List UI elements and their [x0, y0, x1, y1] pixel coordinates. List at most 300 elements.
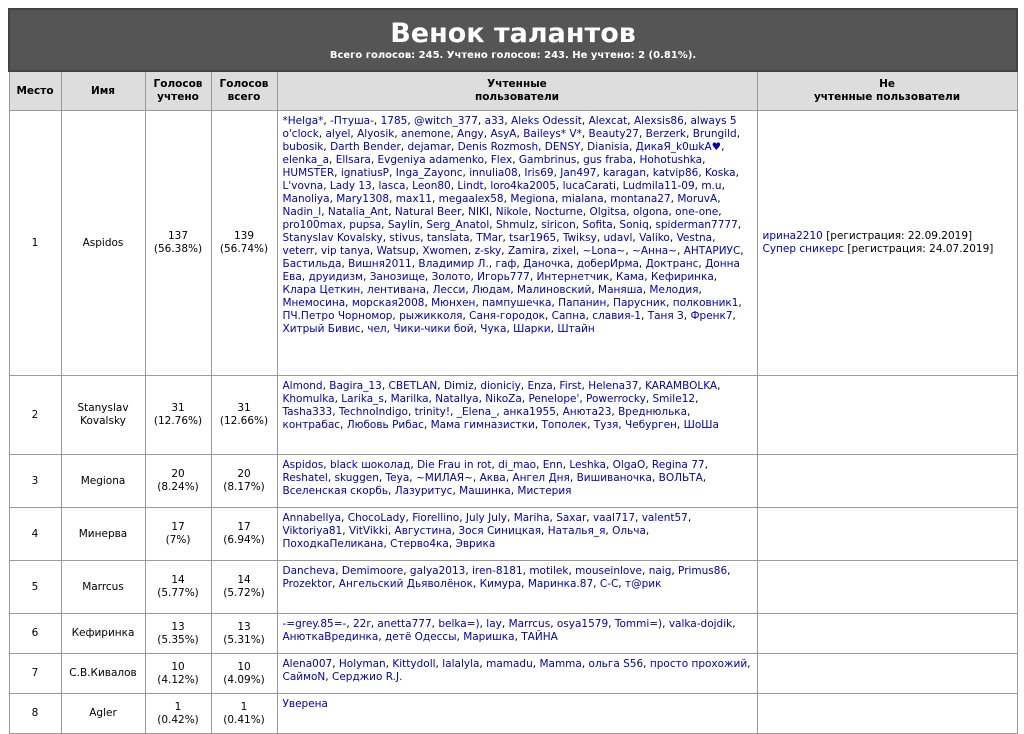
user-link[interactable]: Dancheva — [282, 565, 336, 577]
user-link[interactable]: one-one — [675, 206, 719, 218]
user-link[interactable]: Jan497 — [560, 167, 597, 179]
place-cell: 7 — [9, 654, 61, 694]
user-link[interactable]: Nocturne — [534, 206, 583, 218]
user-link[interactable]: Reshatel — [282, 472, 328, 484]
user-link[interactable]: друидизм — [308, 271, 364, 283]
user-link[interactable]: belka=) — [438, 618, 480, 630]
user-link[interactable]: naig — [648, 565, 672, 577]
user-link[interactable]: gus fraba — [583, 154, 633, 166]
place-cell: 8 — [9, 694, 61, 734]
votes-counted-percent: (56.38%) — [153, 243, 203, 255]
user-link[interactable]: Angy — [457, 128, 484, 140]
user-link[interactable]: m.u — [701, 180, 722, 192]
user-link[interactable]: megaalex58 — [438, 193, 504, 205]
votes-counted-value: 13 — [171, 620, 185, 633]
user-link[interactable]: _Elena_ — [456, 406, 497, 418]
user-link[interactable]: Клара Цеткин — [282, 284, 361, 296]
user-link[interactable]: Кимура — [479, 578, 522, 590]
user-link[interactable]: Natalia_Ant — [327, 206, 389, 218]
user-link[interactable]: Tasha333 — [282, 406, 333, 418]
user-link[interactable]: ChocoLady — [347, 512, 406, 524]
column-name: Имя — [61, 71, 145, 111]
user-link[interactable]: славия-1 — [592, 310, 641, 322]
user-link[interactable]: Саня-городок — [469, 310, 545, 322]
user-link[interactable]: KARAMBOLKA — [645, 380, 718, 392]
user-link[interactable]: ~Lona~ — [582, 245, 626, 257]
user-link[interactable]: Малиновский — [517, 284, 592, 296]
user-link[interactable]: max11 — [395, 193, 432, 205]
user-link[interactable]: tanslata — [426, 232, 470, 244]
user-link[interactable]: innulia08 — [469, 167, 518, 179]
user-link[interactable]: -=grey.85=- — [282, 618, 347, 630]
user-link[interactable]: montana27 — [610, 193, 671, 205]
counted-users-cell: *Helga*, -Птуша-, 1785, @witch_377, a33, Aleks Odessit, Alexcat, Alexsis86, always 5 o'clock, alyel, Alyosik, anemone, Angy, AsyA, Baileys* V*, Beauty27, Berzerk, Brungild, bubosik, Darth Bender, dejamar, Denis Rozmosh, DENSY, Dianisia, ДикаЯ_k0шkA♥, elenka_a, Ellsara, Evgeniya adamenko, Flex, Gambrinus, gus fraba, Hohotushka, HUMSTER, ignatiusP, Inga_Zayonc, innulia08, Iris69, Jan497, karagan, katvip86, Koska, L'vovna, Lady 13, lasca, Leon80, Lindt, loro4ka2005, lucaCarati, Ludmila11-09, m.u, Manoliya, Mary1308, max11, megaalex58, Megiona, mialana, montana27, MoruvA, Nadin_l, Natalia_Ant, Natural Beer, NIKI, Nikole, Nocturne, Olgitsa, olgona, one-one, pro100max, pupsa, Saylin, Serg_Anatol, Shmulz, siricon, Sofita, Soniq, spiderman7777, Stanyslav Kovalsky, stivus, tanslata, TMar, tsar1965, Twiksy, udavl, Valiko, Vestna, veterr, vip tanya, Watsup, Xwomen, z-sky, Zamira, zixel, ~Lona~, ~Анна~, АНТАРИУС, Бастильда, Вишня2011, Владимир Л., гаф, Даночка, доберИрма, Доктранс, Донна Ева, друидизм, Занозище, Золото, Игорь777, Интернетчик, Кама, Кефиринка, Клара Цеткин, лентивана, Лесси, Людам, Малиновский, Маняша, Мелодия, Мнемосина, морская2008, Мюнхен, пампушечка, Папанин, Парусник, полковник1, ПЧ.Петро Чорномор, рыжикколя, Саня-городок, Сапна, славия-1, Таня З, Френк7, Хитрый Бивис, чел, Чики-чики бой, Чука, Шарки, Штайн — [277, 111, 757, 376]
user-link[interactable]: lalalyla — [442, 658, 480, 670]
user-link[interactable]: Annabellya — [282, 512, 342, 524]
user-link[interactable]: Regina 77 — [651, 459, 705, 471]
user-link[interactable]: лентивана — [366, 284, 426, 296]
user-link[interactable]: Brungild — [692, 128, 737, 140]
user-link[interactable]: Ангельский Дьяволёнок — [338, 578, 473, 590]
user-link[interactable]: детё Одессы — [385, 631, 457, 643]
user-link[interactable]: Die Frau in rot — [417, 459, 492, 471]
user-link[interactable]: морская2008 — [351, 297, 425, 309]
user-link[interactable]: CBETLAN — [388, 380, 438, 392]
place-cell: 5 — [9, 561, 61, 614]
user-link[interactable]: Вселенская скорбь — [282, 485, 389, 497]
user-link[interactable]: Lindt — [457, 180, 484, 192]
user-link[interactable]: СаймоN — [282, 671, 326, 683]
user-link[interactable]: АнюткаВрединка — [282, 631, 379, 643]
table-row — [9, 508, 1017, 561]
user-link[interactable]: Almond — [282, 380, 323, 392]
user-link[interactable]: TMar — [476, 232, 503, 244]
user-link[interactable]: Френк7 — [690, 310, 733, 322]
user-link[interactable]: vaal717 — [592, 512, 636, 524]
user-link[interactable]: Leshka — [569, 459, 606, 471]
user-link[interactable]: Nikole — [495, 206, 529, 218]
user-link[interactable]: АНТАРИУС — [683, 245, 741, 257]
user-link[interactable]: Серджио R.J. — [331, 671, 403, 683]
user-link[interactable]: DENSY — [544, 141, 581, 153]
user-link[interactable]: Вреднюлька — [618, 406, 688, 418]
user-link[interactable]: valka-dojdik — [668, 618, 733, 630]
user-link[interactable]: Soniq — [619, 219, 649, 231]
user-link[interactable]: Vestna — [676, 232, 713, 244]
user-link[interactable]: anetta777 — [377, 618, 432, 630]
user-link[interactable]: ТАЙНА — [521, 631, 558, 643]
user-link[interactable]: tsar1965 — [509, 232, 557, 244]
user-link[interactable]: olgona — [632, 206, 669, 218]
user-link[interactable]: Анюта23 — [562, 406, 612, 418]
user-link[interactable]: Nadin_l — [282, 206, 322, 218]
user-link[interactable]: Stanyslav Kovalsky — [282, 232, 383, 244]
user-link[interactable]: katvip86 — [652, 167, 699, 179]
name-cell: Stanyslav Kovalsky — [61, 376, 145, 455]
votes-counted-percent: (5.35%) — [157, 633, 199, 646]
user-link[interactable]: Чебурген — [625, 419, 677, 431]
user-link[interactable]: Лесси — [432, 284, 466, 296]
user-link[interactable]: L'vovna — [282, 180, 324, 192]
user-link[interactable]: Bagira_13 — [329, 380, 382, 392]
user-link[interactable]: skuggen — [334, 472, 379, 484]
user-link[interactable]: di_mao — [498, 459, 537, 471]
user-link[interactable]: С-С — [599, 578, 619, 590]
user-link[interactable]: Лазуритус — [394, 485, 453, 497]
user-link[interactable]: a33 — [484, 115, 505, 127]
votes-total-value: 17 — [237, 521, 251, 533]
user-link[interactable]: First — [559, 380, 582, 392]
votes-total-cell — [211, 694, 277, 734]
user-link[interactable]: ДикаЯ_k0шkA♥ — [635, 141, 722, 153]
user-link[interactable]: Helena37 — [588, 380, 639, 392]
user-link[interactable]: чел — [367, 323, 387, 335]
user-link[interactable]: Serg_Anatol — [426, 219, 490, 231]
user-link[interactable]: Powerrocky — [586, 393, 646, 405]
user-link[interactable]: Megiona — [510, 193, 555, 205]
user-link[interactable]: Mary1308 — [336, 193, 389, 205]
user-link[interactable]: Alyosik — [357, 128, 395, 140]
user-link[interactable]: Primus86 — [678, 565, 728, 577]
votes-counted-percent: (4.12%) — [157, 673, 199, 686]
user-link[interactable]: Evgeniya adamenko — [377, 154, 485, 166]
user-link[interactable]: Любовь Рибас — [346, 419, 424, 431]
user-link[interactable]: Шарки — [513, 323, 551, 335]
user-link[interactable]: ПЧ.Петро Чорномор — [282, 310, 393, 322]
name-cell: Aspidos — [61, 111, 145, 376]
user-link[interactable]: Natallya — [435, 393, 479, 405]
user-link[interactable]: Уверена — [282, 698, 328, 710]
user-link[interactable]: Valiko — [639, 232, 670, 244]
user-link[interactable]: Saxar — [556, 512, 587, 524]
user-link[interactable]: z-sky — [474, 245, 502, 257]
counted-users-cell: -=grey.85=-, 22r, anetta777, belka=), lay, Marrcus, osya1579, Tommi=), valka-dojdik, АнюткаВрединка, детё Одессы, Маришка, ТАЙНА — [277, 614, 757, 654]
user-link[interactable]: Занозище — [369, 271, 425, 283]
user-link[interactable]: Hohotushka — [639, 154, 703, 166]
user-link[interactable]: Mariha — [513, 512, 550, 524]
votes-counted-cell — [145, 455, 211, 508]
user-link[interactable]: dejamar — [407, 141, 451, 153]
user-link[interactable]: Вишня2011 — [348, 258, 412, 270]
user-link[interactable]: Inga_Zayonc — [395, 167, 463, 179]
user-link[interactable]: Aspidos — [282, 459, 324, 471]
user-link[interactable]: Leon80 — [412, 180, 451, 192]
user-link[interactable]: Мнемосина — [282, 297, 346, 309]
user-link[interactable]: Mamma — [539, 658, 582, 670]
user-link[interactable]: ~МИЛАЯ~ — [415, 472, 473, 484]
user-link[interactable]: stivus — [389, 232, 421, 244]
user-link[interactable]: lasca — [378, 180, 406, 192]
votes-counted-cell — [145, 111, 211, 376]
user-link[interactable]: Парусник — [613, 297, 667, 309]
user-link[interactable]: NikoZa — [485, 393, 522, 405]
user-link[interactable]: osya1579 — [556, 618, 609, 630]
user-link[interactable]: Стерво4ка — [390, 538, 449, 550]
place-cell: 4 — [9, 508, 61, 561]
user-link[interactable]: Iris69 — [524, 167, 554, 179]
user-link[interactable]: Smile12 — [652, 393, 696, 405]
user-link[interactable]: Чука — [480, 323, 507, 335]
user-link[interactable]: lay — [486, 618, 502, 630]
user-link[interactable]: Ludmila11-09 — [622, 180, 695, 192]
user-link[interactable]: Таня З — [647, 310, 684, 322]
user-link[interactable]: galya2013 — [409, 565, 466, 577]
user-link[interactable]: Зося Синицкая — [458, 525, 542, 537]
user-link[interactable]: Игорь777 — [477, 271, 530, 283]
user-link[interactable]: udavl — [603, 232, 633, 244]
uncounted-users-cell — [757, 694, 1017, 734]
user-link[interactable]: Штайн — [557, 323, 595, 335]
uncounted-user-line — [763, 230, 1012, 243]
user-link[interactable]: siricon — [541, 219, 576, 231]
user-link[interactable]: veterr — [282, 245, 315, 257]
votes-total-value: 31 — [237, 402, 251, 414]
user-link[interactable]: Аква — [479, 472, 506, 484]
user-link[interactable]: Manoliya — [282, 193, 330, 205]
user-link[interactable]: Мелодия — [649, 284, 699, 296]
uncounted-user-link[interactable]: Супер сникерс — [762, 243, 845, 255]
user-link[interactable]: Darth Bender — [330, 141, 401, 153]
user-link[interactable]: ignatiusP — [340, 167, 390, 179]
user-link[interactable]: Мама гимназистки — [430, 419, 535, 431]
user-link[interactable]: ПоходкаПеликана — [282, 538, 384, 550]
votes-counted-cell — [145, 654, 211, 694]
user-link[interactable]: Xwomen — [422, 245, 468, 257]
user-link[interactable]: Мистерия — [517, 485, 572, 497]
user-link[interactable]: Fiorellino — [412, 512, 460, 524]
user-link[interactable]: bubosik — [282, 141, 324, 153]
place-cell: 2 — [9, 376, 61, 455]
votes-total-percent: (4.09%) — [223, 673, 265, 686]
votes-total-percent: (5.72%) — [223, 587, 265, 599]
user-link[interactable]: Ольча — [612, 525, 646, 537]
user-link[interactable]: @witch_377 — [414, 115, 478, 127]
user-link[interactable]: Тополек — [541, 419, 588, 431]
user-link[interactable]: pro100max — [282, 219, 343, 231]
user-link[interactable]: July July — [465, 512, 507, 524]
registration-note: [регистрация: 22.09.2019] — [826, 230, 973, 242]
user-link[interactable]: zixel — [552, 245, 576, 257]
user-link[interactable]: Flex — [490, 154, 513, 166]
column-counted-users — [277, 71, 757, 111]
user-link[interactable]: Denis Rozmosh — [457, 141, 539, 153]
votes-total-value: 10 — [237, 660, 251, 673]
results-container — [8, 8, 1016, 734]
user-link[interactable]: Shmulz — [495, 219, 535, 231]
user-link[interactable]: Saylin — [387, 219, 420, 231]
user-link[interactable]: spiderman7777 — [655, 219, 738, 231]
user-link[interactable]: black шоколад — [329, 459, 411, 471]
uncounted-users-cell — [757, 455, 1017, 508]
user-link[interactable]: Koska — [705, 167, 736, 179]
user-link[interactable]: Holyman — [338, 658, 386, 670]
user-link[interactable]: Berzerk — [645, 128, 687, 140]
user-link[interactable]: просто прохожий — [649, 658, 748, 670]
user-link[interactable]: Доктранс — [645, 258, 699, 270]
user-link[interactable]: Alexcat — [588, 115, 628, 127]
user-link[interactable]: Dimiz — [443, 380, 474, 392]
column-header-row — [9, 71, 1017, 111]
user-link[interactable]: Вишиваночка — [576, 472, 652, 484]
user-link[interactable]: Kittydoll — [392, 658, 436, 670]
user-link[interactable]: dioniciy — [480, 380, 521, 392]
user-link[interactable]: MoruvA — [677, 193, 718, 205]
user-link[interactable]: пампушечка — [482, 297, 552, 309]
user-link[interactable]: mamadu — [486, 658, 533, 670]
user-link[interactable]: TechnoIndigo — [338, 406, 408, 418]
user-link[interactable]: Машинка — [459, 485, 511, 497]
user-link[interactable]: Тузя — [593, 419, 619, 431]
user-link[interactable]: контрабас — [282, 419, 341, 431]
user-link[interactable]: vip tanya — [320, 245, 370, 257]
user-link[interactable]: Ellsara — [335, 154, 371, 166]
votes-counted-value: 10 — [171, 660, 185, 673]
votes-counted-percent: (7%) — [165, 534, 191, 546]
user-link[interactable]: Хитрый Бивис — [282, 323, 361, 335]
user-link[interactable]: Enn — [542, 459, 563, 471]
user-link[interactable]: Baileys* V* — [523, 128, 582, 140]
user-link[interactable]: доберИрма — [576, 258, 639, 270]
counted-users-cell: Annabellya, ChocoLady, Fiorellino, July July, Mariha, Saxar, vaal717, valent57, Viktoriya81, VitVikki, Августина, Зося Синицкая, Наталья_я, Ольча, ПоходкаПеликана, Стерво4ка, Эврика — [277, 508, 757, 561]
user-link[interactable]: Watsup — [376, 245, 416, 257]
user-link[interactable]: Prozektor — [282, 578, 333, 590]
column-uncounted-users-label: Не учтенные пользователи — [813, 78, 961, 103]
user-link[interactable]: Demimoore — [341, 565, 404, 577]
user-link[interactable]: Золото — [431, 271, 471, 283]
user-link[interactable]: Natural Beer — [394, 206, 462, 218]
user-link[interactable]: always 5 o'clock — [282, 115, 737, 140]
user-link[interactable]: NIKI — [468, 206, 490, 218]
votes-total-percent: (8.17%) — [223, 481, 265, 493]
vote-summary: Всего голосов: 245. Учтено голосов: 243. Не учтено: 2 (0.81%). — [329, 50, 697, 61]
user-link[interactable]: Владимир Л. — [418, 258, 489, 270]
user-link[interactable]: Alexsis86 — [633, 115, 684, 127]
user-link[interactable]: анка1955 — [503, 406, 556, 418]
user-link[interactable]: Zamira — [507, 245, 546, 257]
user-link[interactable]: -Птуша- — [330, 115, 374, 127]
user-link[interactable]: Penelope' — [528, 393, 580, 405]
user-link[interactable]: ВОЛЬТА — [658, 472, 703, 484]
user-link[interactable]: Gambrinus — [518, 154, 577, 166]
votes-total-percent: (56.74%) — [219, 243, 269, 255]
user-link[interactable]: Маняша — [598, 284, 643, 296]
user-link[interactable]: elenka_a — [282, 154, 330, 166]
table-row — [9, 376, 1017, 455]
user-link[interactable]: рыжикколя — [399, 310, 463, 322]
user-link[interactable]: Tommi=) — [614, 618, 663, 630]
user-link[interactable]: Viktoriya81 — [282, 525, 343, 537]
user-link[interactable]: Кама — [616, 271, 645, 283]
user-link[interactable]: Teya — [385, 472, 410, 484]
user-link[interactable]: Sofita — [582, 219, 613, 231]
uncounted-user-line — [763, 243, 1012, 256]
votes-total-cell — [211, 455, 277, 508]
user-link[interactable]: Бастильда — [282, 258, 342, 270]
uncounted-user-link[interactable]: ирина2210 — [762, 230, 823, 242]
user-link[interactable]: iren-8181 — [472, 565, 523, 577]
user-link[interactable]: Донна Ева — [282, 258, 740, 283]
user-link[interactable]: Чики-чики бой — [393, 323, 474, 335]
user-link[interactable]: полковник1 — [672, 297, 739, 309]
user-link[interactable]: Людам — [472, 284, 511, 296]
user-link[interactable]: Lady 13 — [329, 180, 372, 192]
user-link[interactable]: Marrcus — [508, 618, 551, 630]
user-link[interactable]: Olgitsa — [589, 206, 627, 218]
user-link[interactable]: pupsa — [349, 219, 382, 231]
user-link[interactable]: Маринка.87 — [527, 578, 594, 590]
user-link[interactable]: motilek — [529, 565, 569, 577]
user-link[interactable]: 22r — [353, 618, 371, 630]
user-link[interactable]: ольга S56 — [588, 658, 644, 670]
user-link[interactable]: Августина — [394, 525, 452, 537]
user-link[interactable]: 1785 — [380, 115, 408, 127]
registration-note: [регистрация: 24.07.2019] — [847, 243, 994, 255]
votes-total-percent: (12.66%) — [219, 415, 269, 427]
votes-total-value: 14 — [237, 574, 251, 586]
user-link[interactable]: Мюнхен — [431, 297, 476, 309]
user-link[interactable]: Интернетчик — [536, 271, 610, 283]
user-link[interactable]: Beauty27 — [588, 128, 639, 140]
user-link[interactable]: VitVikki — [348, 525, 388, 537]
user-link[interactable]: Ангел Дня — [512, 472, 570, 484]
user-link[interactable]: mouseinlove — [575, 565, 642, 577]
votes-counted-cell — [145, 694, 211, 734]
user-link[interactable]: loro4ka2005 — [490, 180, 556, 192]
votes-total-percent: (6.94%) — [223, 534, 265, 546]
votes-counted-percent: (5.77%) — [157, 587, 199, 599]
user-link[interactable]: Twiksy — [562, 232, 597, 244]
column-votes-counted-label: Голосов учтено — [153, 78, 203, 103]
user-link[interactable]: т@рик — [624, 578, 662, 590]
votes-counted-value: 137 — [167, 230, 189, 242]
table-row — [9, 694, 1017, 734]
user-link[interactable]: alyel — [325, 128, 351, 140]
user-link[interactable]: Кефиринка — [650, 271, 714, 283]
user-link[interactable]: *Helga* — [282, 115, 324, 127]
votes-total-cell — [211, 376, 277, 455]
user-link[interactable]: Даночка — [523, 258, 571, 270]
name-cell: Agler — [61, 694, 145, 734]
user-link[interactable]: HUMSTER — [282, 167, 335, 179]
uncounted-users-cell — [757, 561, 1017, 614]
user-link[interactable]: ~Анна~ — [632, 245, 677, 257]
user-link[interactable]: Larika_s — [341, 393, 384, 405]
user-link[interactable]: ШоШа — [683, 419, 719, 431]
user-link[interactable]: Папанин — [558, 297, 607, 309]
user-link[interactable]: lucaCarati — [562, 180, 616, 192]
user-link[interactable]: anemone — [401, 128, 451, 140]
user-link[interactable]: Эврика — [455, 538, 496, 550]
user-link[interactable]: Маришка — [463, 631, 515, 643]
user-link[interactable]: Enza — [527, 380, 553, 392]
user-link[interactable]: Marilka — [390, 393, 429, 405]
user-link[interactable]: Aleks Odessit — [511, 115, 582, 127]
user-link[interactable]: karagan — [603, 167, 647, 179]
user-link[interactable]: valent57 — [641, 512, 688, 524]
user-link[interactable]: Сапна — [551, 310, 586, 322]
user-link[interactable]: mialana — [561, 193, 604, 205]
user-link[interactable]: Dianisia — [587, 141, 629, 153]
results-body — [9, 111, 1017, 734]
user-link[interactable]: trinity! — [414, 406, 451, 418]
user-link[interactable]: Khomulka — [282, 393, 335, 405]
user-link[interactable]: AsyA — [490, 128, 517, 140]
table-row — [9, 455, 1017, 508]
user-link[interactable]: Наталья_я — [547, 525, 606, 537]
user-link[interactable]: Alena007 — [282, 658, 333, 670]
user-link[interactable]: OlgaO — [612, 459, 646, 471]
user-link[interactable]: гаф — [495, 258, 517, 270]
